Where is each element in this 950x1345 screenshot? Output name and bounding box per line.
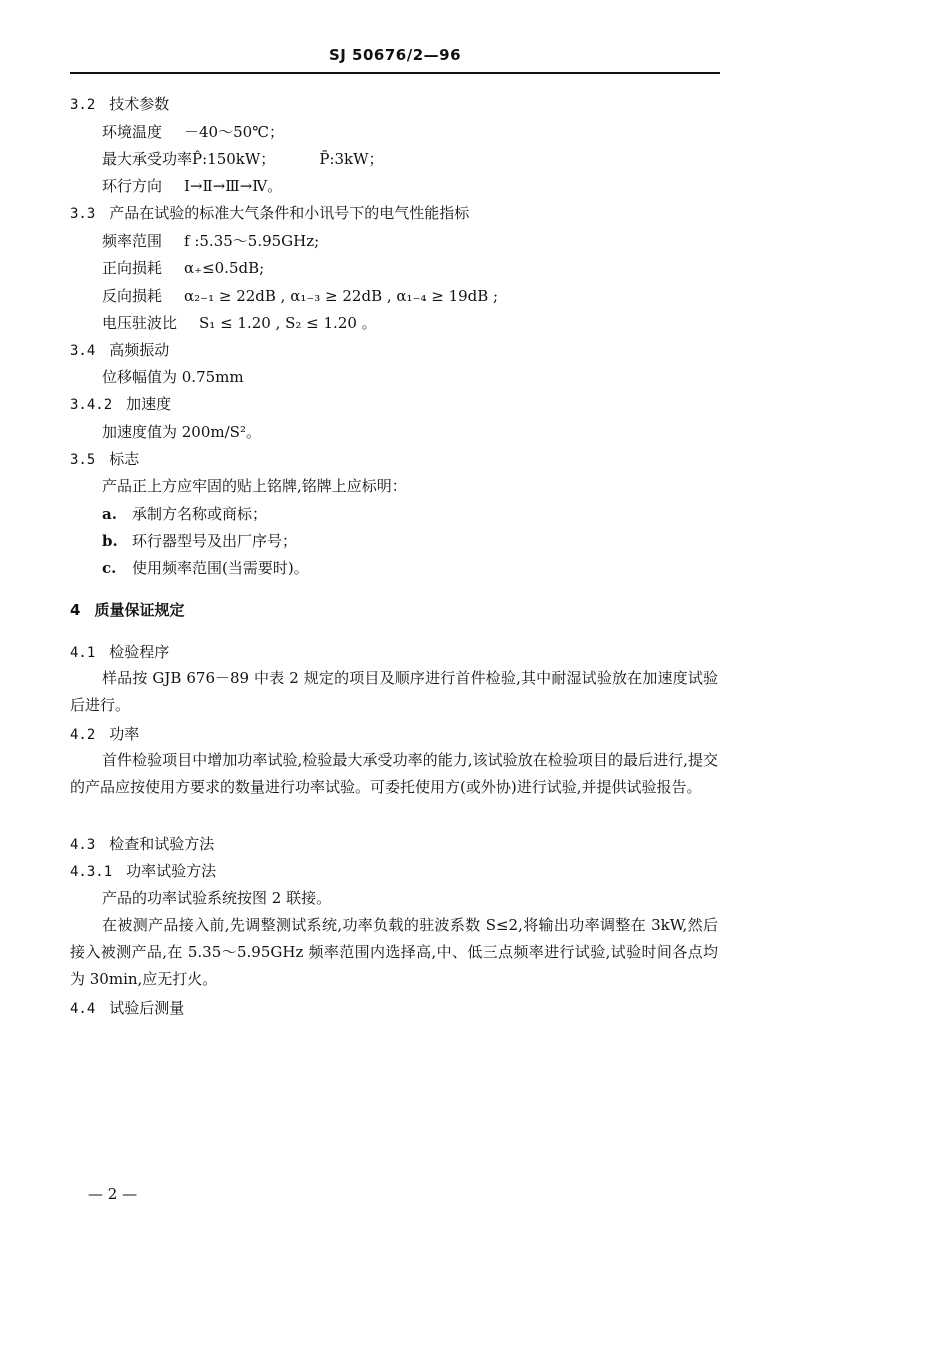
param-direction [102, 176, 282, 196]
list-text: 使用频率范围(当需要时)。 [132, 559, 309, 577]
spec-label: 电压驻波比 [102, 314, 178, 332]
section-number: 4.1 [70, 645, 96, 661]
spec-label: 正向损耗 [102, 259, 163, 277]
param-value: Ⅰ→Ⅱ→Ⅲ→Ⅳ。 [184, 177, 283, 195]
spec-value: S₁ ≤ 1.20 , S₂ ≤ 1.20 。 [199, 314, 377, 332]
section-3-4-text: 位移幅值为 0.75mm [102, 368, 244, 386]
section-4-3-1-text-1: 产品的功率试验系统按图 2 联接。 [102, 889, 332, 907]
section-number: 3.5 [70, 452, 96, 468]
param-value: －40～50℃； [184, 123, 284, 141]
spec-label: 频率范围 [102, 232, 163, 250]
section-number: 4.3 [70, 837, 96, 853]
section-3-5-text: 产品正上方应牢固的贴上铭牌,铭牌上应标明： [102, 477, 407, 495]
section-3-4-2-text: 加速度值为 200m/S²。 [102, 423, 261, 441]
section-title: 功率 [109, 725, 140, 743]
section-3-4-heading [70, 340, 169, 361]
section-number: 4.2 [70, 727, 96, 743]
section-4-3-heading [70, 834, 214, 855]
document-code: SJ 50676/2—96 [328, 46, 462, 64]
spec-frequency [102, 231, 319, 251]
spec-vswr [102, 313, 377, 333]
section-4-1-heading [70, 642, 169, 663]
section-3-4-2-heading [70, 394, 171, 415]
section-number: 4.3.1 [70, 864, 113, 880]
param-value-average: P̄:3kW； [319, 150, 384, 168]
section-title: 高频振动 [109, 341, 170, 359]
param-max-power [102, 149, 384, 169]
chapter-number: 4 [70, 601, 81, 619]
list-item [102, 531, 297, 551]
section-title: 试验后测量 [109, 999, 185, 1017]
spec-value: α₊≤0.5dB; [184, 259, 265, 277]
section-title: 技术参数 [109, 95, 170, 113]
section-title: 检验程序 [109, 643, 170, 661]
spec-label: 反向损耗 [102, 287, 163, 305]
section-4-2-heading [70, 724, 139, 745]
section-number: 4.4 [70, 1001, 96, 1017]
section-4-3-1-text-2: 在被测产品接入前,先调整测试系统,功率负载的驻波系数 S≤2,将输出功率调整在 3kW,然后接入被测产品,在 5.35～5.95GHz 频率范围内选择高,中、低三点频率进行试验,试验时间各点均为 30min,应无打火。 [70, 916, 718, 988]
section-number: 3.4 [70, 343, 96, 359]
section-4-1-text: 样品按 GJB 676－89 中表 2 规定的项目及顺序进行首件检验,其中耐湿试验放在加速度试验后进行。 [70, 669, 718, 714]
section-title: 标志 [109, 450, 140, 468]
section-title: 功率试验方法 [126, 862, 217, 880]
list-text: 承制方名称或商标； [132, 505, 268, 523]
list-text: 环行器型号及出厂序号； [132, 532, 298, 550]
spec-forward-loss [102, 258, 264, 278]
section-4-2-text: 首件检验项目中增加功率试验,检验最大承受功率的能力,该试验放在检验项目的最后进行,提交的产品应按使用方要求的数量进行功率试验。可委托使用方(或外协)进行试验,并提供试验报告。 [70, 751, 718, 796]
list-marker: c. [102, 559, 117, 577]
header-rule [70, 72, 720, 74]
chapter-title: 质量保证规定 [94, 601, 185, 619]
section-3-5-heading [70, 449, 139, 470]
section-3-2-heading [70, 94, 169, 115]
spec-value: α₂₋₁ ≥ 22dB , α₁₋₃ ≥ 22dB , α₁₋₄ ≥ 19dB ; [184, 287, 499, 305]
section-number: 3.2 [70, 97, 96, 113]
list-item [102, 558, 309, 578]
param-label: 环境温度 [102, 123, 163, 141]
section-4-3-1-heading [70, 861, 216, 882]
param-label: 最大承受功率 [102, 150, 193, 168]
list-marker: a. [102, 505, 117, 523]
param-temperature [102, 122, 284, 142]
section-3-3-heading [70, 203, 469, 224]
section-number: 3.3 [70, 206, 96, 222]
spec-value: f :5.35～5.95GHz; [184, 232, 320, 250]
section-title: 检查和试验方法 [109, 835, 215, 853]
list-marker: b. [102, 532, 118, 550]
param-label: 环行方向 [102, 177, 163, 195]
page-number: — 2 — [88, 1185, 138, 1203]
spec-reverse-loss [102, 286, 498, 306]
section-number: 3.4.2 [70, 397, 113, 413]
chapter-4-heading [70, 600, 184, 620]
param-value-peak: P̂:150kW； [192, 150, 276, 168]
section-title: 产品在试验的标准大气条件和小讯号下的电气性能指标 [109, 204, 470, 222]
section-title: 加速度 [126, 395, 172, 413]
list-item [102, 504, 267, 524]
section-4-4-heading [70, 998, 184, 1019]
